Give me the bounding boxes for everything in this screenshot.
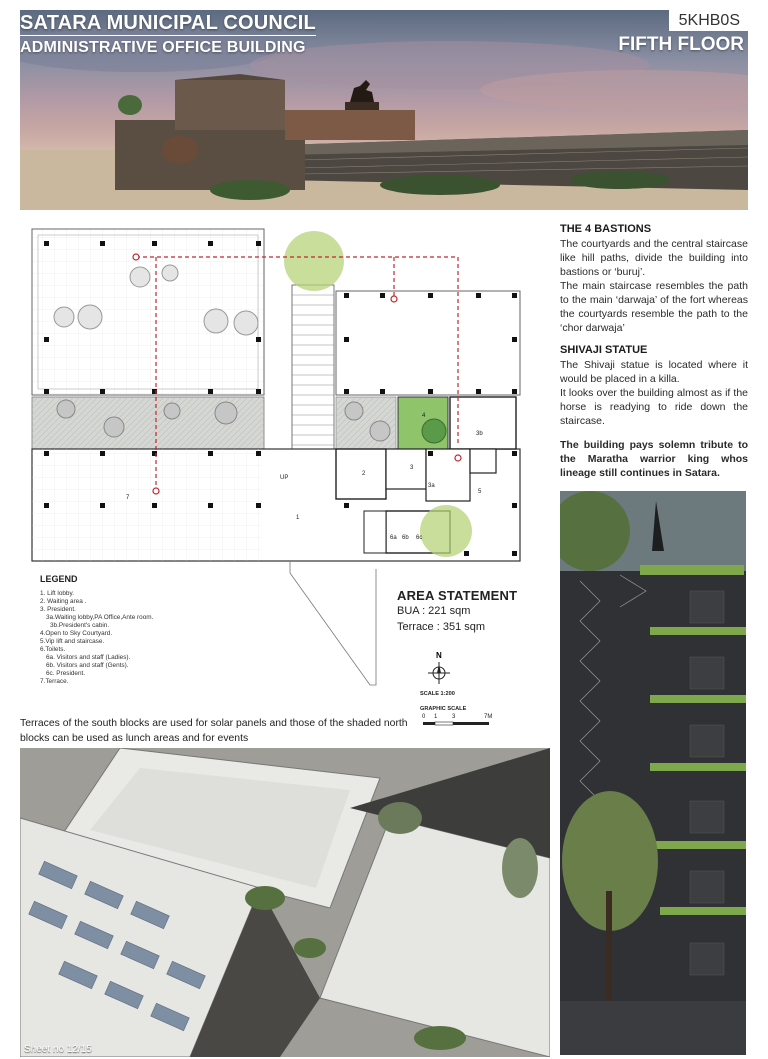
statue-para-1: The Shivaji statue is located where it would be placed in a killa. — [560, 359, 748, 385]
legend-item: 4.Open to Sky Courtyard. — [40, 630, 113, 637]
bastions-para-1: The courtyards and the central staircase like hill paths, divide the building into bastions or ‘buruj’. — [560, 238, 748, 278]
scale-tick: 1 — [434, 714, 438, 720]
title-main: SATARA MUNICIPAL COUNCIL — [20, 12, 316, 34]
scale-tick: 3 — [452, 714, 456, 720]
scale-ratio: SCALE 1:200 — [420, 691, 455, 697]
scale-tick: 0 — [422, 714, 426, 720]
room-label-5: 5 — [478, 489, 482, 495]
room-label-3b: 3b — [476, 431, 483, 437]
legend-item: 3a.Waiting lobby,PA Office,Ante room. — [46, 614, 154, 621]
area-statement — [397, 588, 547, 635]
room-label-6c: 6c — [416, 535, 423, 541]
elevation-render-image — [560, 491, 746, 1055]
room-label-6b: 6b — [402, 535, 409, 541]
tribute-note: The building pays solemn tribute to the Maratha warrior king whos lineage still continues in Satara. — [560, 439, 748, 479]
graphic-scale-label: GRAPHIC SCALE — [420, 706, 467, 712]
area-terrace: Terrace : 351 sqm — [397, 621, 486, 633]
sheet-code: 5KHB0S — [669, 10, 748, 31]
legend-item: 5.Vip lift and staircase. — [40, 638, 105, 645]
room-label-2: 2 — [362, 471, 366, 477]
bastions-para-2: The main staircase resembles the path to the main ‘darwaja’ of the fort whereas the courtyards resemble the path to the ‘chor darwaja’ — [560, 280, 748, 334]
page-title — [20, 12, 316, 59]
legend-item: 1. Lift lobby. — [40, 590, 74, 597]
legend-item: 6c. President. — [46, 670, 86, 677]
graphic-scale — [420, 714, 510, 726]
legend — [40, 574, 270, 686]
room-label-6a: 6a — [390, 535, 397, 541]
legend-item: 3b.President's cabin. — [50, 622, 110, 629]
scale-tick: 7M — [484, 714, 493, 720]
legend-item: 6.Toilets. — [40, 646, 66, 653]
legend-item: 6b. Visitors and staff (Gents). — [46, 662, 129, 669]
legend-list — [40, 590, 270, 686]
legend-item: 3. President. — [40, 606, 76, 613]
bastions-heading: THE 4 BASTIONS — [560, 223, 652, 235]
design-notes — [560, 222, 748, 480]
scale-bar — [420, 721, 510, 727]
title-sub: ADMINISTRATIVE OFFICE BUILDING — [20, 35, 316, 59]
legend-heading: LEGEND — [40, 574, 78, 584]
area-bua: BUA : 221 sqm — [397, 605, 471, 617]
legend-item: 6a. Visitors and staff (Ladies). — [46, 654, 131, 661]
statue-heading: SHIVAJI STATUE — [560, 344, 648, 356]
aerial-render-image — [20, 748, 550, 1057]
room-label-7: 7 — [126, 495, 130, 501]
room-label-4: 4 — [422, 413, 426, 419]
room-label-3a: 3a — [428, 483, 435, 489]
elevation-render — [560, 491, 746, 1055]
stair-up-label: UP — [280, 475, 289, 481]
area-heading: AREA STATEMENT — [397, 588, 518, 603]
north-label: N — [436, 651, 442, 660]
room-label-3: 3 — [410, 465, 414, 471]
legend-item: 2. Waiting area . — [40, 598, 87, 605]
statue-para-2: It looks over the building almost as if the horse is readying to ride down the staircase. — [560, 387, 748, 427]
floor-title: FIFTH FLOOR — [618, 34, 744, 55]
room-label-1: 1 — [296, 515, 300, 521]
legend-item: 7.Terrace. — [40, 678, 69, 685]
aerial-render — [20, 748, 550, 1057]
aerial-caption: Terraces of the south blocks are used for solar panels and those of the shaded north blocks can be used as lunch areas and for events — [20, 718, 408, 744]
sheet-number: Sheet no 12/15 — [24, 1044, 92, 1055]
hero-render — [20, 10, 748, 210]
